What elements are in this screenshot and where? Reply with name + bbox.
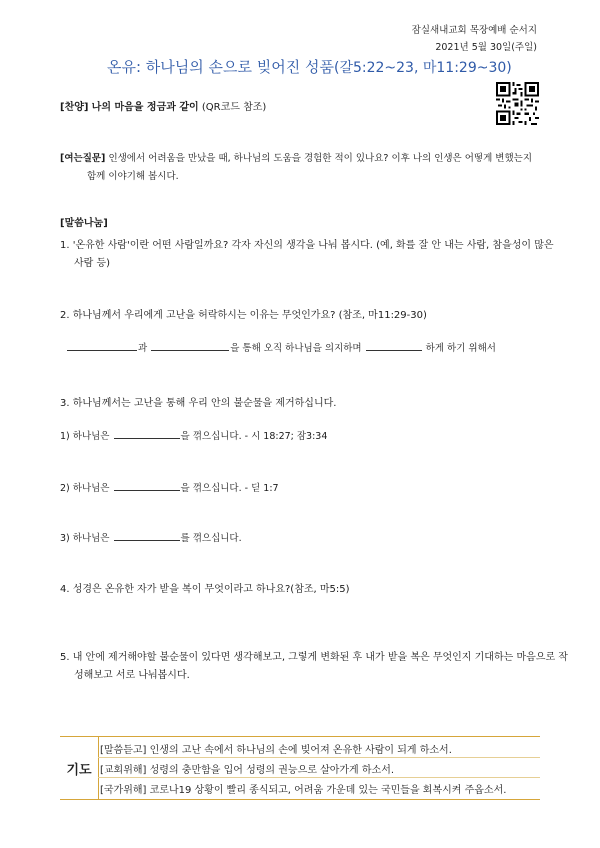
prayer-divider	[98, 777, 540, 778]
blank-field[interactable]	[366, 341, 422, 351]
blank-field[interactable]	[114, 429, 180, 439]
question-3-sub-2	[60, 480, 279, 494]
question-3-sub-3	[60, 530, 242, 544]
opening-question	[60, 150, 532, 164]
title-reference: (갈5:22~23, 마11:29~30)	[334, 60, 512, 76]
song-section	[60, 98, 266, 113]
blank-field[interactable]	[114, 531, 180, 541]
question-5-line-2: 성해보고 서로 나눠봅시다.	[74, 670, 190, 681]
question-2: 2. 하나님께서 우리에게 고난을 허락하시는 이유는 무엇인가요? (참조, 마11:29-30)	[60, 310, 427, 321]
prayer-item-nation: [국가위해] 코로나19 상황이 빨리 종식되고, 어려움 가운데 있는 국민들을 회복시켜 주옵소서.	[100, 785, 507, 796]
header-date: 2021년 5월 30일(주일)	[435, 42, 537, 53]
word-sharing-label: [말씀나눔]	[60, 218, 108, 229]
sub-label: 3) 하나님은	[60, 533, 110, 544]
fill-text: 하게 하기 위해서	[425, 343, 496, 354]
question-1-line-1: 1. '온유한 사람'이란 어떤 사람일까요? 각자 자신의 생각을 나눠 봅시다. (예, 화를 잘 안 내는 사람, 참을성이 많은	[60, 240, 554, 251]
sub-label: 1) 하나님은	[60, 431, 110, 442]
song-note: (QR코드 참조)	[201, 102, 267, 113]
header-organization: 잠실새내교회 목장예배 순서지	[411, 25, 537, 36]
question-3: 3. 하나님께서는 고난을 통해 우리 안의 불순물을 제거하십니다.	[60, 398, 337, 409]
opening-line-2: 함께 이야기해 봅시다.	[87, 171, 179, 182]
question-3-sub-1	[60, 428, 327, 442]
song-title: 나의 마음을 정금과 같이	[91, 102, 199, 113]
song-label: [찬양]	[60, 102, 89, 113]
opening-label: [여는질문]	[60, 153, 106, 164]
qr-code-icon[interactable]	[496, 82, 539, 125]
prayer-item-church: [교회위해] 성령의 충만함을 입어 성령의 권능으로 살아가게 하소서.	[100, 765, 395, 776]
page-title	[107, 56, 512, 77]
opening-line-1: 인생에서 어려움을 만났을 때, 하나님의 도움을 경험한 적이 있나요? 이후 나의 인생은 어떻게 변했는지	[108, 153, 533, 164]
title-main: 온유: 하나님의 손으로 빚어진 성품	[107, 58, 334, 76]
sub-text: 를 꺾으십니다.	[180, 533, 242, 544]
fill-text: 을 통해 오직 하나님을 의지하며	[230, 343, 362, 354]
blank-field[interactable]	[114, 481, 180, 491]
prayer-box	[60, 736, 540, 800]
sub-text: 을 꺾으십니다. - 딛 1:7	[180, 483, 279, 494]
question-1-line-2: 사람 등)	[74, 258, 111, 269]
sub-text: 을 꺾으십니다. - 시 18:27; 잠3:34	[180, 431, 328, 442]
question-2-fill-in	[66, 340, 496, 354]
prayer-label: 기도	[60, 737, 99, 799]
blank-field[interactable]	[67, 341, 137, 351]
question-4: 4. 성경은 온유한 자가 받을 복이 무엇이라고 하나요?(참조, 마5:5)	[60, 584, 350, 595]
fill-text: 과	[138, 343, 148, 354]
question-5-line-1: 5. 내 안에 제거해야할 불순물이 있다면 생각해보고, 그렇게 변화된 후 내가 받을 복은 무엇인지 기대하는 마음으로 작	[60, 652, 568, 663]
sub-label: 2) 하나님은	[60, 483, 110, 494]
prayer-item-word: [말씀듣고] 인생의 고난 속에서 하나님의 손에 빚어져 온유한 사람이 되게 하소서.	[100, 745, 452, 756]
prayer-divider	[98, 757, 540, 758]
blank-field[interactable]	[151, 341, 229, 351]
